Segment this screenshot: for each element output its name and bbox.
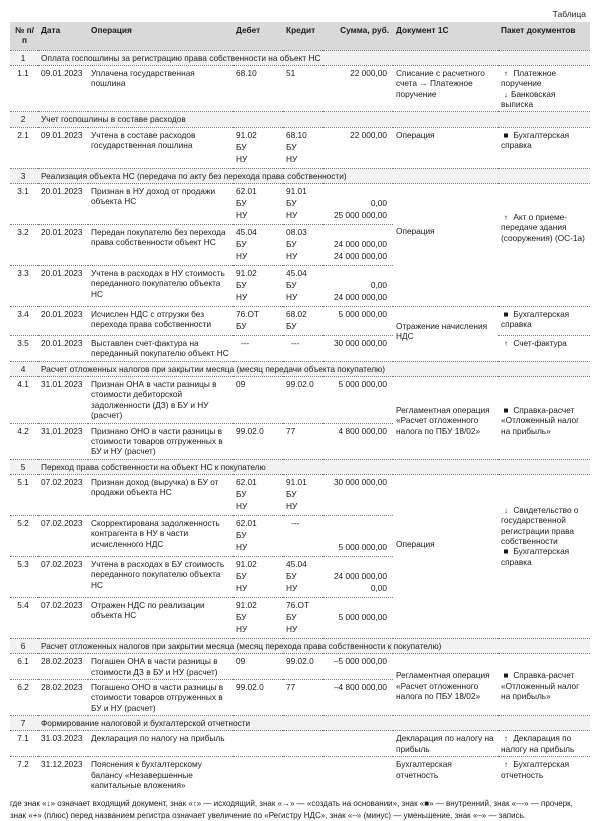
outgoing-arrow-icon: ↑ — [503, 338, 509, 349]
row-package: ↑ Бухгалтерская отчетность — [498, 757, 590, 793]
header-row — [10, 22, 590, 50]
row-num: 5.4 — [10, 597, 38, 638]
header-operation: Операция — [88, 22, 233, 50]
row-debit — [233, 757, 283, 793]
row-sum: 5 000 000,00 — [323, 307, 393, 336]
internal-square-icon: ■ — [503, 546, 509, 557]
row-sum: 22 000,00 — [323, 65, 393, 111]
row-sum: 24 000 000,00 24 000 000,00 — [323, 225, 393, 266]
outgoing-arrow-icon: ↑ — [503, 759, 509, 770]
legend-note-line: знак «+» (плюс) перед названием регистра означает увеличение по «Регистру НДС», знак «–» (минус) — уменьшение, знак «–» — запись. — [10, 810, 526, 820]
row-sum — [323, 757, 393, 793]
row-date: 20.01.2023 — [38, 336, 88, 362]
row-package: ↓ Свидетельство о государственной регистрации права собственности ■ Бухгалтерская справка — [498, 474, 590, 638]
row-num: 6.1 — [10, 654, 38, 680]
row-date: 20.01.2023 — [38, 225, 88, 266]
table-caption: Таблица — [552, 9, 586, 19]
outgoing-arrow-icon: ↑ — [503, 733, 509, 744]
row-debit: 99.02.0 — [233, 423, 283, 459]
row-debit: 09 — [233, 377, 283, 423]
internal-square-icon: ■ — [503, 129, 509, 140]
table-row — [10, 307, 590, 336]
row-debit: 09 — [233, 654, 283, 680]
header-package: Пакет документов — [498, 22, 590, 50]
row-sum: 22 000,00 — [323, 127, 393, 168]
row-operation: Учтена в составе расходов государственная пошлина — [88, 127, 233, 168]
row-operation: Признан доход (выручка) в БУ от продажи объекта НС — [88, 474, 233, 515]
row-date: 31.01.2023 — [38, 377, 88, 423]
row-operation: Декларация по налогу на прибыль — [88, 731, 233, 757]
row-sum: 30 000 000,00 — [323, 474, 393, 515]
row-credit: 45.04 БУ НУ — [283, 266, 323, 307]
section-row — [10, 50, 590, 65]
section-title: Расчет отложенных налогов при закрытии месяца (месяц передачи объекта покупателю) — [38, 361, 590, 376]
row-date: 31.01.2023 — [38, 423, 88, 459]
row-package: ■ Справка-расчет «Отложенный налог на прибыль» — [498, 654, 590, 716]
row-operation: Признан ОНА в части разницы в стоимости дебиторской задолженности (ДЗ) в БУ и НУ (расчет) — [88, 377, 233, 423]
section-row — [10, 361, 590, 376]
row-operation: Погашено ОНО в части разницы в стоимости товаров отгруженных в БУ и НУ (расчет) — [88, 680, 233, 716]
row-credit: 77 — [283, 423, 323, 459]
header-doc1c: Документ 1С — [393, 22, 498, 50]
header-sum: Сумма, руб. — [323, 22, 393, 50]
section-row — [10, 112, 590, 127]
row-package: ■ Справка-расчет «Отложенный налог на прибыль» — [498, 377, 590, 460]
row-sum: 5 000 000,00 — [323, 377, 393, 423]
row-credit: 51 — [283, 65, 323, 111]
row-num: 6.2 — [10, 680, 38, 716]
table-row — [10, 731, 590, 757]
row-date: 20.01.2023 — [38, 307, 88, 336]
row-operation: Исчислен НДС с отгрузки без перехода права собственности — [88, 307, 233, 336]
row-package: ■ Бухгалтерская справка — [498, 307, 590, 336]
section-num: 7 — [10, 716, 38, 731]
section-row — [10, 168, 590, 183]
row-debit: 99.02.0 — [233, 680, 283, 716]
row-credit: 68.10 БУ НУ — [283, 127, 323, 168]
row-debit: 45.04 БУ НУ — [233, 225, 283, 266]
row-num: 3.5 — [10, 336, 38, 362]
row-credit: 91.01 БУ НУ — [283, 474, 323, 515]
row-debit: 91.02 БУ НУ — [233, 597, 283, 638]
section-row — [10, 459, 590, 474]
row-doc1c: Операция — [393, 184, 498, 307]
row-debit: 68.10 — [233, 65, 283, 111]
row-date: 07.02.2023 — [38, 474, 88, 515]
row-credit: 68.02 БУ — [283, 307, 323, 336]
table-row — [10, 474, 590, 515]
row-sum: 0,00 24 000 000,00 — [323, 266, 393, 307]
section-title: Реализация объекта НС (передача по акту без перехода права собственности) — [38, 168, 590, 183]
row-num: 3.2 — [10, 225, 38, 266]
row-operation: Скорректирована задолженность контрагента в НУ в части исчисленного НДС — [88, 515, 233, 556]
section-num: 4 — [10, 361, 38, 376]
row-debit: 62.01 БУ НУ — [233, 184, 283, 225]
row-debit — [233, 731, 283, 757]
row-sum — [323, 731, 393, 757]
internal-square-icon: ■ — [503, 309, 509, 320]
row-date: 20.01.2023 — [38, 266, 88, 307]
row-operation: Передан покупателю без перехода права собственности объект НС — [88, 225, 233, 266]
row-date: 31.03.2023 — [38, 731, 88, 757]
table-row — [10, 65, 590, 111]
row-debit: 91.02 БУ НУ — [233, 127, 283, 168]
header-date: Дата — [38, 22, 88, 50]
section-num: 2 — [10, 112, 38, 127]
row-credit: 91.01 БУ НУ — [283, 184, 323, 225]
row-operation: Учтена в расходах в БУ стоимость переданного покупателю объекта НС — [88, 556, 233, 597]
row-debit: 91.02 БУ НУ — [233, 556, 283, 597]
row-debit: --- — [233, 336, 283, 362]
row-num: 5.1 — [10, 474, 38, 515]
row-sum: 5 000 000,00 — [323, 597, 393, 638]
row-sum: 5 000 000,00 — [323, 515, 393, 556]
row-credit: 99.02.0 — [283, 654, 323, 680]
row-num: 2.1 — [10, 127, 38, 168]
row-operation: Признано ОНО в части разницы в стоимости товаров отгруженных в БУ и НУ (расчет) — [88, 423, 233, 459]
section-title: Формирование налоговой и бухгалтерской отчетности — [38, 716, 590, 731]
table-row — [10, 184, 590, 225]
legend-note — [10, 798, 590, 821]
row-credit: --- — [283, 515, 323, 556]
internal-square-icon: ■ — [503, 670, 509, 681]
row-credit — [283, 731, 323, 757]
row-date: 07.02.2023 — [38, 556, 88, 597]
row-doc1c: Операция — [393, 474, 498, 638]
row-date: 07.02.2023 — [38, 515, 88, 556]
row-debit: 62.01 БУ НУ — [233, 474, 283, 515]
row-num: 1.1 — [10, 65, 38, 111]
row-credit: 76.ОТ БУ НУ — [283, 597, 323, 638]
row-date: 28.02.2023 — [38, 680, 88, 716]
row-package: ■ Бухгалтерская справка — [498, 127, 590, 168]
legend-note-line: где знак «↓» означает входящий документ, знак «↑» — исходящий, знак «→» — «создать на основании», знак «■» — внутренний, знак «---» — прочерк, — [10, 799, 573, 809]
row-num: 5.3 — [10, 556, 38, 597]
table-row — [10, 377, 590, 423]
row-sum: 24 000 000,00 0,00 — [323, 556, 393, 597]
row-num: 7.1 — [10, 731, 38, 757]
row-operation: Пояснения к бухгалтерскому балансу «Незавершенные капитальные вложения» — [88, 757, 233, 793]
row-debit: 91.02 БУ НУ — [233, 266, 283, 307]
section-title: Учет госпошлины в составе расходов — [38, 112, 590, 127]
row-sum: 30 000 000,00 — [323, 336, 393, 362]
incoming-arrow-icon: ↓ — [503, 504, 509, 515]
row-credit: --- — [283, 336, 323, 362]
header-debit: Дебет — [233, 22, 283, 50]
row-doc1c: Регламентная операция «Расчет отложенного налога по ПБУ 18/02» — [393, 377, 498, 460]
row-package: ↑ Декларация по налогу на прибыль — [498, 731, 590, 757]
row-operation: Учтена в расходах в НУ стоимость переданного покупателю объекта НС — [88, 266, 233, 307]
row-doc1c: Бухгалтерская отчетность — [393, 757, 498, 793]
row-doc1c: Операция — [393, 127, 498, 168]
section-num: 5 — [10, 459, 38, 474]
row-sum: –4 800 000,00 — [323, 680, 393, 716]
row-credit: 99.02.0 — [283, 377, 323, 423]
row-credit: 77 — [283, 680, 323, 716]
row-credit: 08.03 БУ НУ — [283, 225, 323, 266]
outgoing-arrow-icon: ↑ — [503, 67, 509, 78]
section-num: 3 — [10, 168, 38, 183]
row-credit — [283, 757, 323, 793]
row-doc1c: Отражение начисления НДС — [393, 307, 498, 362]
row-credit: 45.04 БУ НУ — [283, 556, 323, 597]
row-doc1c: Регламентная операция «Расчет отложенного налога по ПБУ 18/02» — [393, 654, 498, 716]
table-row — [10, 654, 590, 680]
row-debit: 76.ОТ БУ — [233, 307, 283, 336]
row-num: 5.2 — [10, 515, 38, 556]
header-credit: Кредит — [283, 22, 323, 50]
section-title: Переход права собственности на объект НС к покупателю — [38, 459, 590, 474]
row-operation: Погашен ОНА в части разницы в стоимости ДЗ в БУ и НУ (расчет) — [88, 654, 233, 680]
row-num: 7.2 — [10, 757, 38, 793]
row-doc1c: Декларация по налогу на прибыль — [393, 731, 498, 757]
row-doc1c: Списание с расчетного счета → Платежное поручение — [393, 65, 498, 111]
row-package: ↑ Акт о приеме-передаче здания (сооружения) (ОС-1а) — [498, 184, 590, 307]
row-operation: Уплачена государственная пошлина — [88, 65, 233, 111]
row-date: 09.01.2023 — [38, 65, 88, 111]
table-row — [10, 127, 590, 168]
section-row — [10, 638, 590, 653]
row-num: 4.2 — [10, 423, 38, 459]
section-num: 1 — [10, 50, 38, 65]
table-row — [10, 757, 590, 793]
row-package: ↑ Платежное поручение ↓ Банковская выписка — [498, 65, 590, 111]
row-date: 09.01.2023 — [38, 127, 88, 168]
section-title: Расчет отложенных налогов при закрытии месяца (месяц перехода права собственности к покупателю) — [38, 638, 590, 653]
incoming-arrow-icon: ↓ — [503, 88, 509, 99]
row-package: ↑ Счет-фактура — [498, 336, 590, 362]
table-row — [10, 336, 590, 362]
accounting-table — [10, 22, 590, 792]
row-num: 3.1 — [10, 184, 38, 225]
section-num: 6 — [10, 638, 38, 653]
row-sum: –5 000 000,00 — [323, 654, 393, 680]
row-date: 28.02.2023 — [38, 654, 88, 680]
header-num: № п/п — [10, 22, 38, 50]
row-date: 07.02.2023 — [38, 597, 88, 638]
section-title: Оплата госпошлины за регистрацию права собственности на объект НС — [38, 50, 590, 65]
row-date: 31.12.2023 — [38, 757, 88, 793]
row-sum: 0,00 25 000 000,00 — [323, 184, 393, 225]
row-debit: 62.01 БУ НУ — [233, 515, 283, 556]
outgoing-arrow-icon: ↑ — [503, 212, 509, 223]
row-sum: 4 800 000,00 — [323, 423, 393, 459]
row-num: 3.4 — [10, 307, 38, 336]
row-num: 3.3 — [10, 266, 38, 307]
row-operation: Выставлен счет-фактура на переданный покупателю объект НС — [88, 336, 233, 362]
row-operation: Признан в НУ доход от продажи объекта НС — [88, 184, 233, 225]
row-operation: Отражен НДС по реализации объекта НС — [88, 597, 233, 638]
row-date: 20.01.2023 — [38, 184, 88, 225]
internal-square-icon: ■ — [503, 405, 509, 416]
section-row — [10, 716, 590, 731]
row-num: 4.1 — [10, 377, 38, 423]
